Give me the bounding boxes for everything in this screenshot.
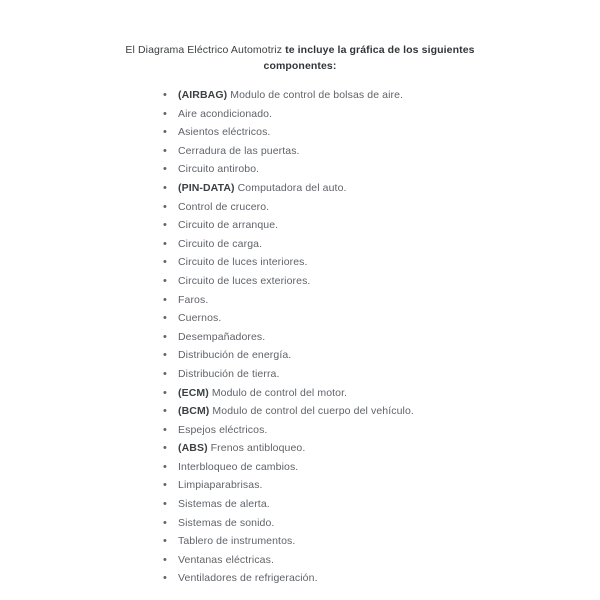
component-label: Cuernos. [178,312,222,325]
list-item [163,105,600,124]
component-label: Asientos eléctricos. [178,126,271,139]
component-label: Circuito antirobo. [178,163,260,176]
list-item [163,253,600,272]
page-title [124,42,476,74]
list-item [163,402,600,421]
component-label: Tablero de instrumentos. [178,535,296,548]
component-label: Ventanas eléctricas. [178,553,274,566]
list-item [163,123,600,142]
component-code: (ABS) [178,442,208,455]
component-label: Sistemas de alerta. [178,498,270,511]
component-label: Frenos antibloqueo. [210,442,306,455]
component-label: Sistemas de sonido. [178,516,275,529]
component-label: Cerradura de las puertas. [178,144,300,157]
component-label: Computadora del auto. [237,181,347,194]
component-label: Modulo de control del motor. [211,386,348,399]
list-item [163,179,600,198]
component-code: (ECM) [178,386,209,399]
component-label: Interbloqueo de cambios. [178,460,299,473]
list-item [163,458,600,477]
list-item [163,235,600,254]
list-item [163,421,600,440]
list-item [163,346,600,365]
component-label: Circuito de luces interiores. [178,256,308,269]
list-item [163,384,600,403]
list-item [163,514,600,533]
list-item [163,198,600,217]
list-item [163,328,600,347]
component-label: Faros. [178,293,209,306]
list-item [163,160,600,179]
component-label: Distribución de energía. [178,349,292,362]
list-item [163,439,600,458]
component-label: Control de crucero. [178,200,270,213]
component-code: (BCM) [178,405,210,418]
component-label: Espejos eléctricos. [178,423,268,436]
page-title-bold: te incluye la gráfica de los siguientes componentes: [263,44,475,72]
component-label: Desempañadores. [178,330,266,343]
component-code: (AIRBAG) [178,89,228,101]
components-list [163,86,600,588]
component-label: Circuito de carga. [178,237,263,250]
component-label: Aire acondicionado. [178,107,273,120]
list-item [163,272,600,291]
component-label: Modulo de control de bolsas de aire. [230,89,404,101]
component-label: Modulo de control del cuerpo del vehículo. [212,405,414,418]
list-item [163,216,600,235]
list-item [163,495,600,514]
list-item [163,142,600,161]
component-label: Circuito de luces exteriores. [178,274,311,287]
list-item [163,532,600,551]
list-item [163,569,600,588]
list-item [163,476,600,495]
list-item [163,365,600,384]
list-item [163,551,600,570]
list-item [163,309,600,328]
component-label: Distribución de tierra. [178,367,280,380]
component-label: Limpiaparabrisas. [178,479,263,492]
list-item [163,291,600,310]
page-title-regular: El Diagrama Eléctrico Automotriz [125,44,286,56]
list-item [163,86,600,105]
component-code: (PIN-DATA) [178,181,235,194]
component-label: Circuito de arranque. [178,219,279,232]
component-label: Ventiladores de refrigeración. [178,572,318,585]
